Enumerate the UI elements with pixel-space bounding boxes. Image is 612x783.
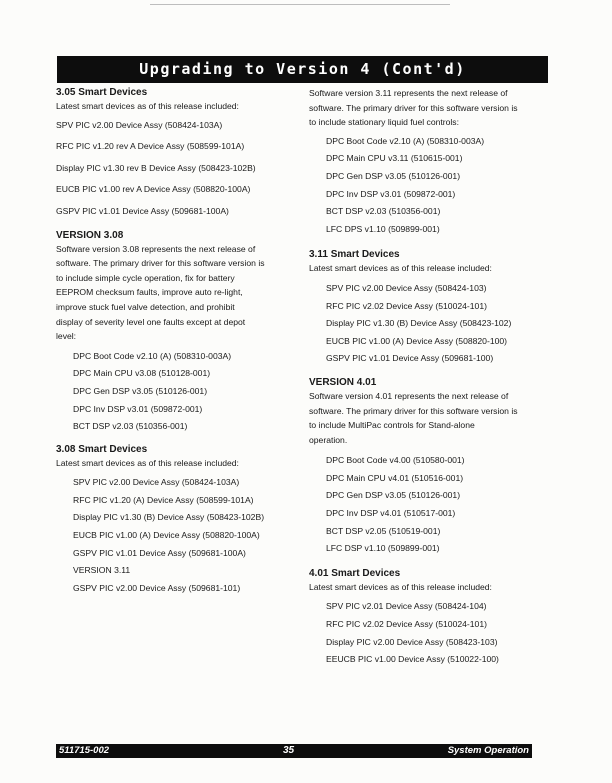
page-number: 35 [283, 745, 295, 756]
list-item: Display PIC v1.30 rev B Device Assy (508423-102B) [56, 162, 256, 173]
list-item: GSPV PIC v1.01 Device Assy (509681-100A) [73, 547, 246, 558]
text-line: to include MultiPac controls for Stand-alone [309, 420, 475, 431]
list-item: DPC Main CPU v3.08 (510128-001) [73, 368, 211, 379]
text-line: software. The primary driver for this software version is [309, 405, 518, 416]
list-item: DPC Gen DSP v3.05 (510126-001) [326, 170, 461, 181]
list-item: RFC PIC v1.20 (A) Device Assy (508599-101A) [73, 494, 254, 505]
list-311-components [309, 133, 549, 239]
list-item: DPC Inv DSP v3.01 (509872-001) [326, 188, 456, 199]
footer-doc-number: 511715-002 [56, 744, 299, 758]
scan-artifact-line [150, 4, 450, 5]
text-line: display of severity level one faults except at depot [56, 316, 246, 327]
text-line: Software version 3.11 represents the next release of [309, 88, 508, 98]
text-line: to include simple cycle operation, fix for battery [56, 272, 235, 283]
list-item: GSPV PIC v2.00 Device Assy (509681-101) [73, 582, 241, 593]
list-item: SPV PIC v2.00 Device Assy (508424-103A) [73, 477, 240, 488]
list-item: LFC DSP v1.10 (509899-001) [326, 543, 440, 554]
list-308-devices [56, 474, 292, 597]
list-item: EUCB PIC v1.00 rev A Device Assy (508820-100A) [56, 184, 251, 195]
list-item: DPC Inv DSP v4.01 (510517-001) [326, 508, 456, 519]
intro-305: Latest smart devices as of this release included: [56, 101, 239, 111]
list-item: DPC Gen DSP v3.05 (510126-001) [326, 490, 461, 501]
right-column [309, 86, 549, 669]
intro-308: Latest smart devices as of this release included: [56, 457, 239, 468]
list-item: RFC PIC v2.02 Device Assy (510024-101) [326, 619, 487, 630]
footer-section-title: System Operation [296, 744, 532, 758]
list-item: DPC Inv DSP v3.01 (509872-001) [73, 403, 203, 414]
list-item: BCT DSP v2.03 (510356-001) [326, 206, 441, 217]
list-item: DPC Gen DSP v3.05 (510126-001) [73, 385, 208, 396]
list-item: Display PIC v1.30 (B) Device Assy (508423-102B) [73, 512, 265, 523]
list-item: DPC Boot Code v4.00 (510580-001) [326, 455, 465, 466]
heading-version-308: VERSION 3.08 [56, 229, 124, 241]
heading-305-smart-devices: 3.05 Smart Devices [56, 87, 148, 98]
list-item: EUCB PIC v1.00 (A) Device Assy (508820-100A) [73, 530, 260, 541]
list-item: DPC Boot Code v2.10 (A) (508310-003A) [73, 350, 232, 361]
heading-308-smart-devices: 3.08 Smart Devices [56, 443, 148, 455]
list-item: LFC DPS v1.10 (509899-001) [326, 223, 440, 234]
list-item: GSPV PIC v1.01 Device Assy (509681-100) [326, 353, 494, 364]
intro-401: Latest smart devices as of this release included: [309, 581, 492, 592]
list-305-devices [56, 115, 292, 223]
text-line: improve stuck fuel valve detection, and prohibit [56, 301, 235, 312]
list-item: SPV PIC v2.00 Device Assy (508424-103A) [56, 119, 223, 130]
list-401-devices [309, 598, 549, 668]
text-line: software. The primary driver for this software version is [56, 258, 265, 269]
list-item: SPV PIC v2.00 Device Assy (508424-103) [326, 282, 487, 293]
list-item: BCT DSP v2.05 (510519-001) [326, 525, 441, 536]
text-line: operation. [309, 434, 348, 445]
list-item: DPC Boot Code v2.10 (A) (508310-003A) [326, 135, 485, 146]
heading-version-401: VERSION 4.01 [309, 376, 377, 388]
list-item: Display PIC v1.30 (B) Device Assy (508423-102) [326, 318, 512, 329]
list-item: GSPV PIC v1.01 Device Assy (509681-100A) [56, 205, 229, 216]
page-banner: Upgrading to Version 4 (Cont'd) [57, 56, 548, 83]
list-item: VERSION 3.11 [73, 565, 131, 576]
paragraph-version-308 [56, 242, 292, 344]
list-item: SPV PIC v2.01 Device Assy (508424-104) [326, 601, 487, 612]
list-item: BCT DSP v2.03 (510356-001) [73, 421, 188, 432]
text-line: Software version 4.01 represents the next release of [309, 390, 509, 401]
left-column [56, 86, 292, 597]
heading-401-smart-devices: 4.01 Smart Devices [309, 567, 401, 579]
list-item: RFC PIC v1.20 rev A Device Assy (508599-101A) [56, 141, 245, 152]
list-item: Display PIC v2.00 Device Assy (508423-103) [326, 636, 498, 647]
list-311-devices [309, 280, 549, 368]
text-line: Software version 3.08 represents the next release of [56, 243, 256, 254]
text-line: software. The primary driver for this software version is [309, 102, 518, 113]
paragraph-version-311 [309, 86, 549, 130]
list-308-components [56, 348, 292, 436]
text-line: EEPROM checksum faults, improve auto re-light, [56, 287, 243, 298]
heading-311-smart-devices: 3.11 Smart Devices [309, 249, 400, 261]
list-401-components [309, 452, 549, 558]
list-item: EEUCB PIC v1.00 Device Assy (510022-100) [326, 654, 499, 665]
list-item: DPC Main CPU v3.11 (510615-001) [326, 153, 463, 164]
list-item: EUCB PIC v1.00 (A) Device Assy (508820-100) [326, 335, 508, 346]
list-item: DPC Main CPU v4.01 (510516-001) [326, 472, 464, 483]
paragraph-version-401 [309, 389, 549, 447]
text-line: to include stationary liquid fuel controls: [309, 117, 459, 128]
text-line: level: [56, 331, 77, 342]
list-item: RFC PIC v2.02 Device Assy (510024-101) [326, 300, 487, 311]
intro-311: Latest smart devices as of this release included: [309, 263, 492, 274]
